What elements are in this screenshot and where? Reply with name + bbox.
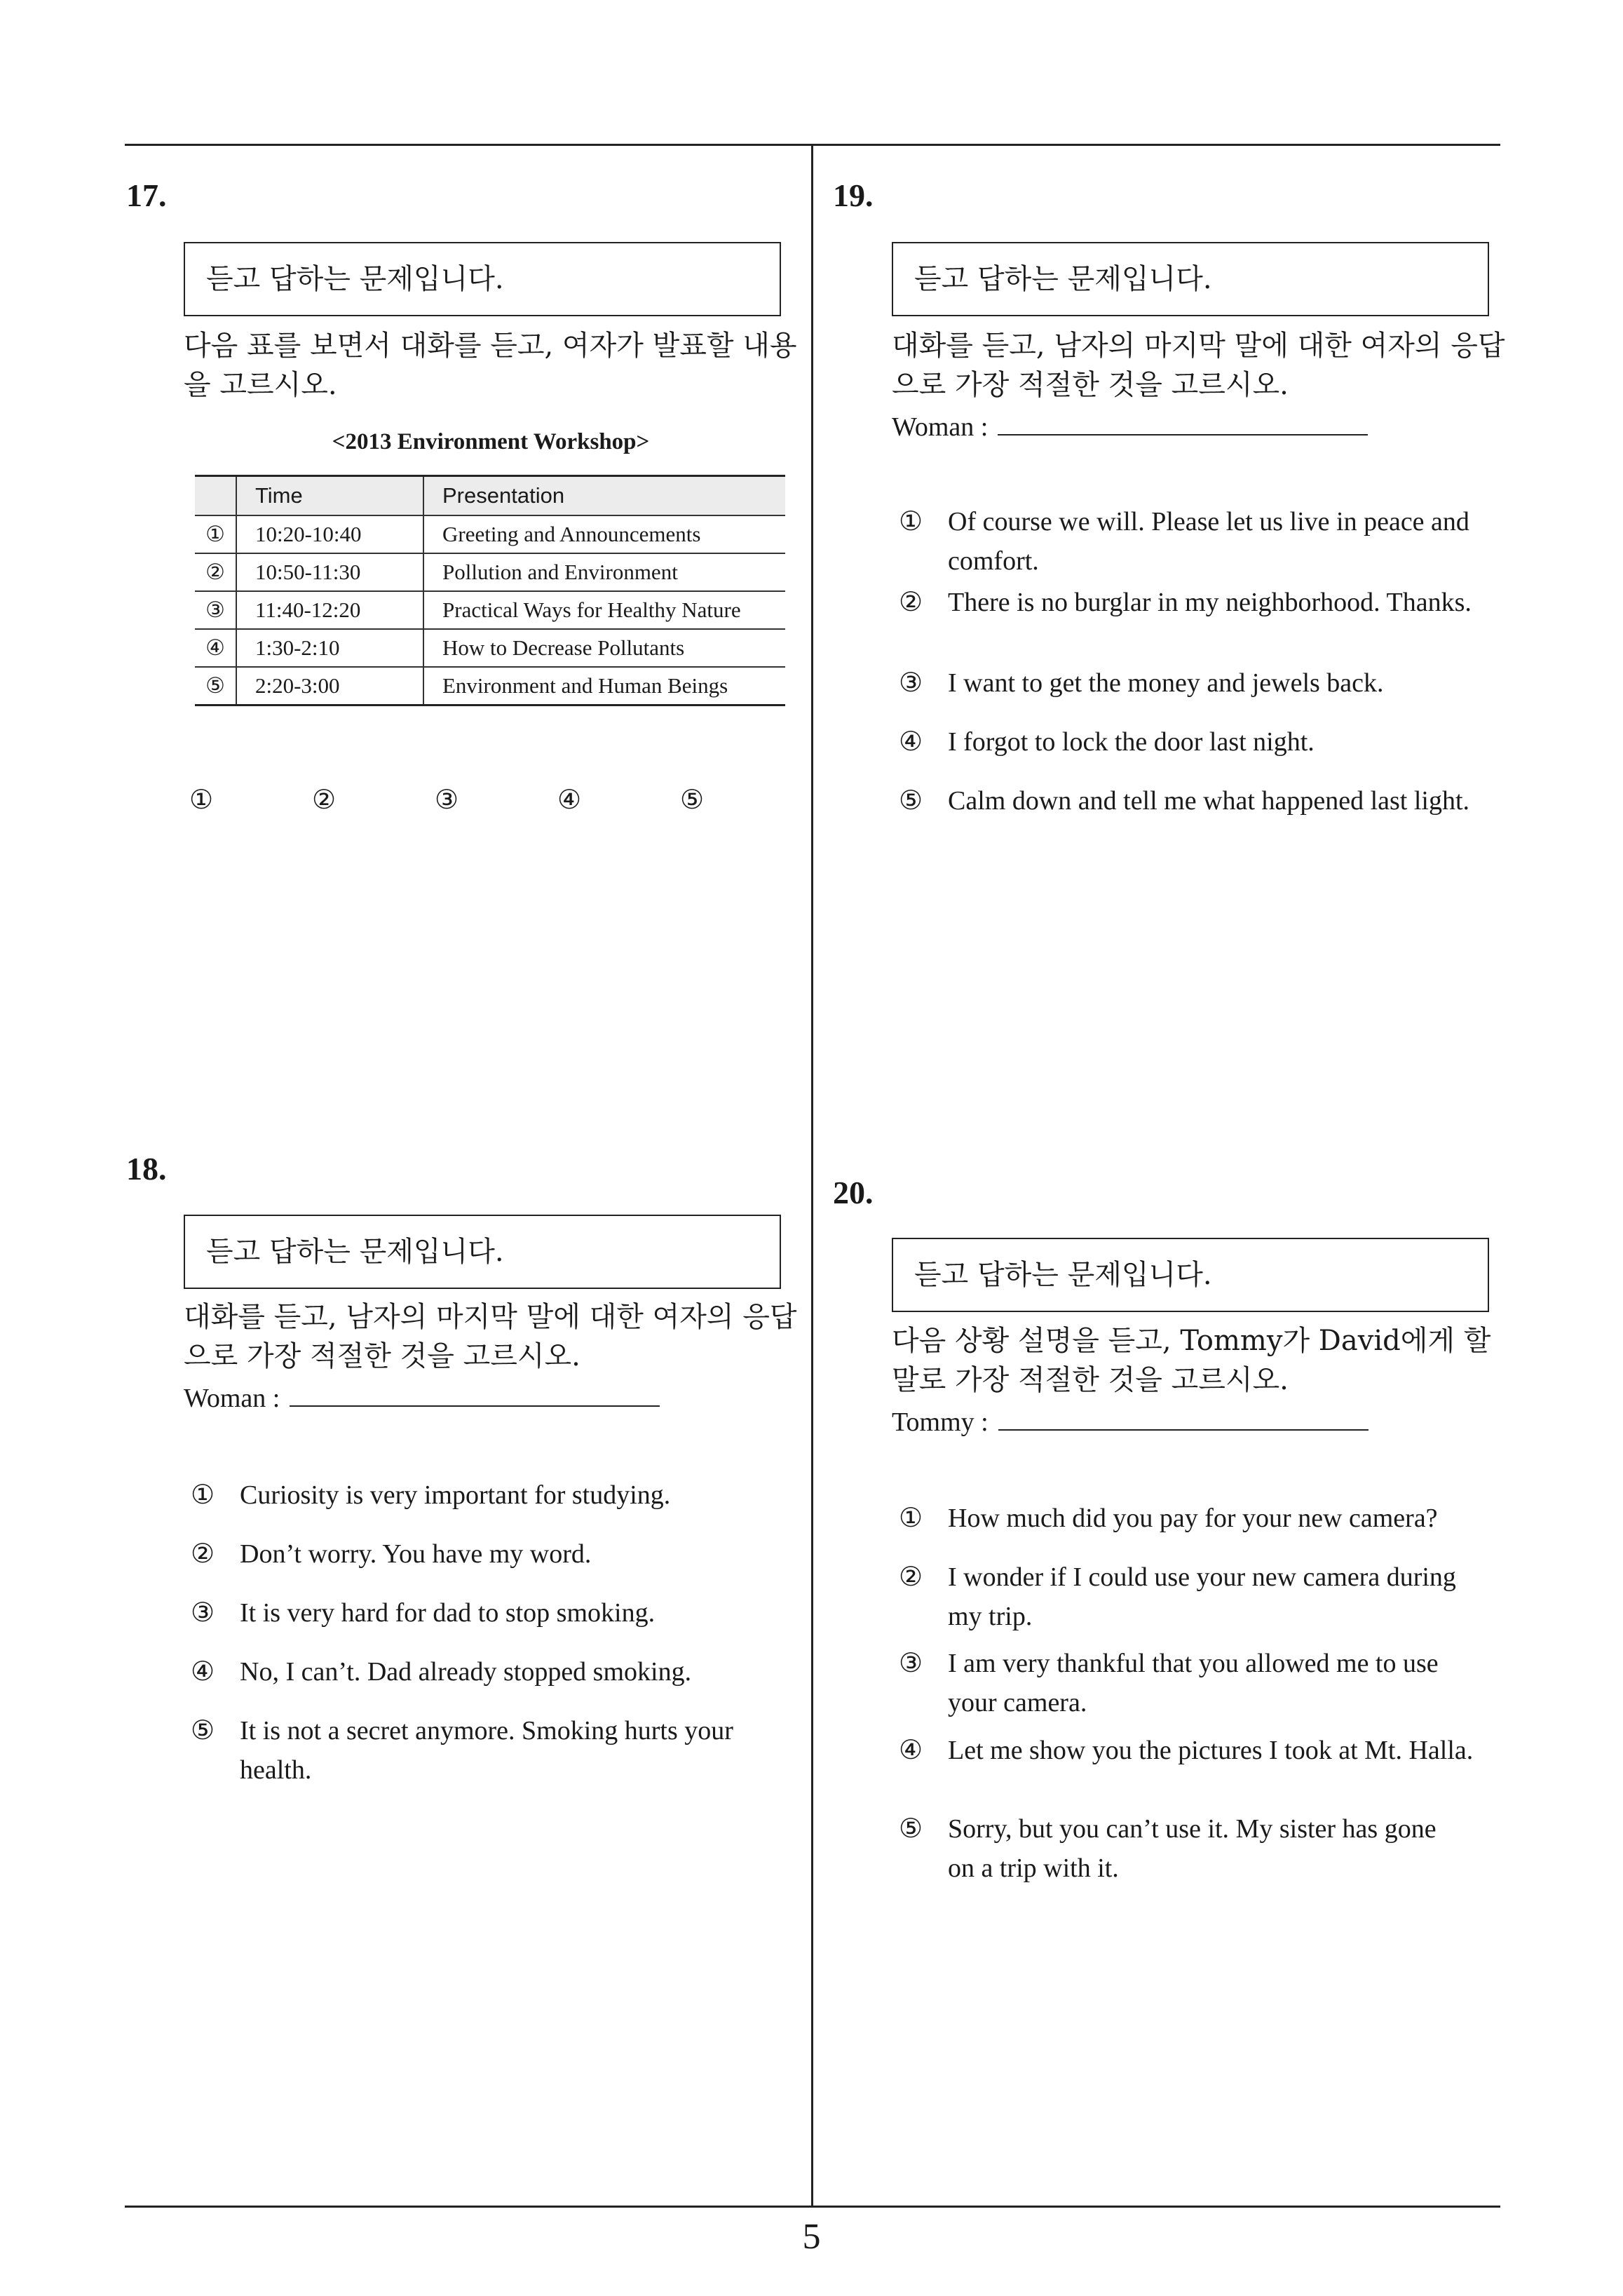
- option-text: Curiosity is very important for studying.: [240, 1480, 671, 1510]
- column-divider: [811, 144, 813, 2208]
- option-number: ⑤: [191, 1716, 215, 1745]
- row-presentation: Pollution and Environment: [423, 553, 785, 591]
- speaker-label: Woman :: [892, 412, 989, 442]
- question-20-option-2[interactable]: [899, 1558, 1460, 1636]
- table-row: [195, 629, 785, 667]
- question-18-instruction: 대화를 듣고, 남자의 마지막 말에 대한 여자의 응답으로 가장 적절한 것을 고르시오.: [184, 1301, 797, 1372]
- option-number: ③: [191, 1598, 215, 1628]
- option-number: ①: [191, 1480, 215, 1510]
- question-20-answer-line: [892, 1403, 1369, 1438]
- option-text: It is not a secret anymore. Smoking hurts your health.: [240, 1716, 733, 1785]
- table-row: [195, 591, 785, 629]
- question-17-listen-box: 듣고 답하는 문제입니다.: [184, 242, 781, 316]
- question-18-option-5[interactable]: [191, 1711, 752, 1790]
- question-18-number: 18.: [126, 1151, 167, 1187]
- workshop-schedule-table: [195, 475, 785, 706]
- row-index: ②: [195, 553, 236, 591]
- option-text: Of course we will. Please let us live in peace and comfort.: [948, 507, 1469, 576]
- option-number: ⑤: [899, 1814, 923, 1844]
- question-18-answer-line: [184, 1379, 660, 1414]
- row-time: 11:40-12:20: [236, 591, 423, 629]
- question-20-option-5[interactable]: [899, 1809, 1460, 1888]
- option-number: ④: [191, 1657, 215, 1687]
- question-19-option-5[interactable]: [899, 781, 1481, 821]
- option-text: I wonder if I could use your new camera during my trip.: [948, 1562, 1456, 1631]
- option-number: ②: [899, 1562, 923, 1592]
- question-19-listen-box: 듣고 답하는 문제입니다.: [892, 242, 1489, 316]
- option-text: I forgot to lock the door last night.: [948, 727, 1315, 757]
- table-row: [195, 515, 785, 553]
- table-row: [195, 667, 785, 705]
- table-header-row: [195, 476, 785, 516]
- option-text: No, I can’t. Dad already stopped smoking.: [240, 1657, 692, 1687]
- workshop-table-title: <2013 Environment Workshop>: [332, 429, 650, 454]
- question-19-instruction: 대화를 듣고, 남자의 마지막 말에 대한 여자의 응답으로 가장 적절한 것을 고르시오.: [892, 330, 1505, 401]
- question-19-option-2[interactable]: [899, 583, 1481, 622]
- question-18-listen-box: 듣고 답하는 문제입니다.: [184, 1215, 781, 1289]
- option-text: I am very thankful that you allowed me to use your camera.: [948, 1649, 1439, 1717]
- question-19-number: 19.: [833, 177, 874, 213]
- header-time: Time: [236, 476, 423, 516]
- page-number: 5: [802, 2217, 821, 2257]
- choice-1[interactable]: ①: [189, 785, 214, 815]
- question-18-option-3[interactable]: [191, 1593, 780, 1633]
- header-presentation: Presentation: [423, 476, 785, 516]
- option-number: ③: [899, 1649, 923, 1678]
- row-time: 10:50-11:30: [236, 553, 423, 591]
- answer-blank: [998, 1403, 1369, 1431]
- row-index: ④: [195, 629, 236, 667]
- question-19-option-1[interactable]: [899, 502, 1481, 581]
- row-presentation: How to Decrease Pollutants: [423, 629, 785, 667]
- option-number: ②: [899, 588, 923, 617]
- question-18-option-1[interactable]: [191, 1475, 780, 1515]
- row-presentation: Environment and Human Beings: [423, 667, 785, 705]
- question-20-number: 20.: [833, 1175, 874, 1210]
- question-20-option-4[interactable]: [899, 1731, 1474, 1770]
- option-text: There is no burglar in my neighborhood. Thanks.: [948, 588, 1472, 617]
- option-number: ④: [899, 727, 923, 757]
- speaker-label: Woman :: [184, 1384, 280, 1413]
- option-text: Don’t worry. You have my word.: [240, 1539, 592, 1569]
- option-text: I want to get the money and jewels back.: [948, 668, 1384, 698]
- choice-4[interactable]: ④: [557, 785, 582, 815]
- question-20-option-3[interactable]: [899, 1644, 1460, 1722]
- question-18-option-4[interactable]: [191, 1652, 780, 1691]
- row-time: 1:30-2:10: [236, 629, 423, 667]
- row-presentation: Greeting and Announcements: [423, 515, 785, 553]
- bottom-rule: [125, 2206, 1500, 2208]
- option-number: ②: [191, 1539, 215, 1569]
- row-index: ⑤: [195, 667, 236, 705]
- option-text: It is very hard for dad to stop smoking.: [240, 1598, 656, 1628]
- question-19-option-3[interactable]: [899, 663, 1481, 703]
- option-number: ③: [899, 668, 923, 698]
- row-index: ①: [195, 515, 236, 553]
- row-time: 10:20-10:40: [236, 515, 423, 553]
- question-17-number: 17.: [126, 177, 167, 213]
- question-20-option-1[interactable]: [899, 1499, 1495, 1538]
- answer-blank: [998, 407, 1368, 435]
- question-19-answer-line: [892, 407, 1368, 443]
- option-text: Calm down and tell me what happened last light.: [948, 786, 1470, 816]
- answer-blank: [290, 1379, 660, 1407]
- question-19-option-4[interactable]: [899, 722, 1481, 762]
- question-20-instruction: 다음 상황 설명을 듣고, Tommy가 David에게 할 말로 가장 적절한 것을 고르시오.: [892, 1325, 1491, 1396]
- option-number: ⑤: [899, 786, 923, 816]
- table-row: [195, 553, 785, 591]
- option-text: Let me show you the pictures I took at Mt. Halla.: [948, 1736, 1474, 1765]
- option-number: ①: [899, 507, 923, 536]
- option-number: ④: [899, 1736, 923, 1765]
- option-text: Sorry, but you can’t use it. My sister has gone on a trip with it.: [948, 1814, 1437, 1883]
- choice-3[interactable]: ③: [435, 785, 459, 815]
- question-20-listen-box: 듣고 답하는 문제입니다.: [892, 1238, 1489, 1312]
- question-17-instruction: 다음 표를 보면서 대화를 듣고, 여자가 발표할 내용을 고르시오.: [184, 330, 797, 401]
- option-text: How much did you pay for your new camera?: [948, 1504, 1438, 1533]
- header-index: [195, 476, 236, 516]
- row-index: ③: [195, 591, 236, 629]
- choice-5[interactable]: ⑤: [680, 785, 705, 815]
- question-18-option-2[interactable]: [191, 1534, 780, 1574]
- choice-2[interactable]: ②: [312, 785, 337, 815]
- row-time: 2:20-3:00: [236, 667, 423, 705]
- option-number: ①: [899, 1504, 923, 1533]
- speaker-label: Tommy :: [892, 1407, 989, 1437]
- row-presentation: Practical Ways for Healthy Nature: [423, 591, 785, 629]
